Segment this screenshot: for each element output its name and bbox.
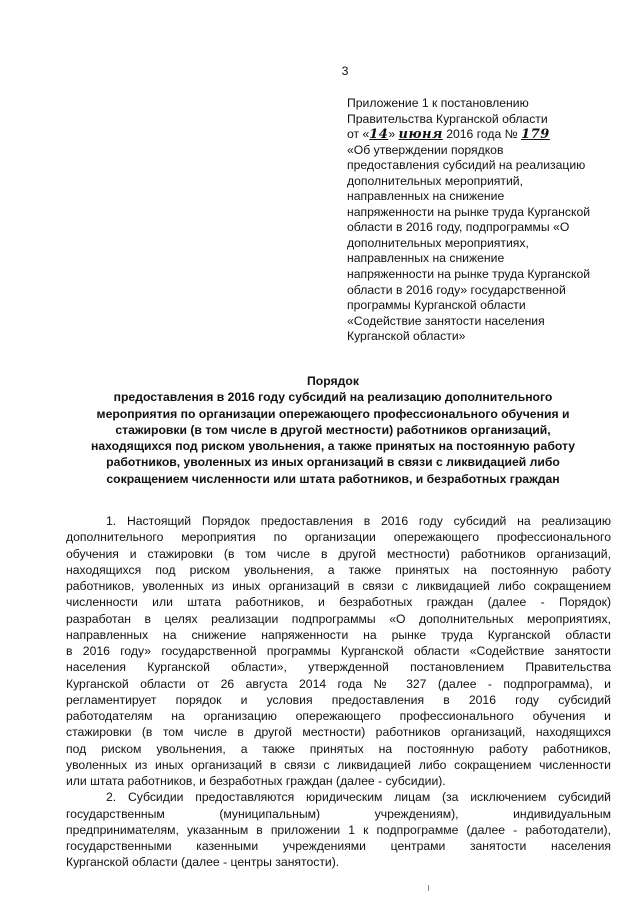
title-line: предоставления в 2016 году субсидий на реализацию дополнительного <box>113 390 553 405</box>
appendix-line: направленных на снижение <box>347 189 505 204</box>
body-line: Курганской области (далее - центры занятости). <box>66 855 340 870</box>
appendix-line: «Об утверждении порядков <box>347 142 504 157</box>
appendix-line: дополнительных мероприятиях, <box>347 235 529 250</box>
body-line: обучения и стажировки (в том числе в другой местности) работников организаций, <box>66 546 611 561</box>
appendix-line: области в 2016 году, подпрограммы «О <box>347 220 570 235</box>
appendix-date-line <box>347 127 612 143</box>
scan-mark <box>428 885 429 891</box>
title-line: мероприятия по организации опережающего профессионального обучения и <box>96 406 570 421</box>
appendix-line: области в 2016 году» государственной <box>347 282 566 297</box>
body-line: 1. Настоящий Порядок предоставления в 2016 году субсидий на реализацию <box>106 514 611 528</box>
date-prefix: от « <box>347 127 370 142</box>
title-heading: Порядок <box>307 374 359 388</box>
handwritten-day: 14 <box>369 127 389 143</box>
page-number: 3 <box>341 64 349 78</box>
appendix-line: напряженности на рынке труда Курганской <box>347 204 591 219</box>
appendix-line: Правительства Курганской области <box>347 111 548 126</box>
appendix-line: «Содействие занятости населения <box>347 313 545 328</box>
body-line: населения Курганской области», утвержденной постановлением Правительства <box>66 660 611 675</box>
appendix-line: дополнительных мероприятий, <box>347 173 523 188</box>
appendix-line: напряженности на рынке труда Курганской <box>347 267 591 282</box>
appendix-line: программы Курганской области <box>347 298 526 313</box>
body-line: Курганской области от 26 августа 2014 года № 327 (далее - подпрограмма), и <box>66 676 611 691</box>
body-line: в 2016 году» государственной программы Курганской области «Содействие занятости <box>66 644 611 658</box>
title-line: стажировки (в том числе в другой местности) работников организаций, <box>115 422 551 437</box>
body-line: численности или штата работников, и безработных граждан (далее - Порядок) <box>66 595 611 610</box>
body-line: или штата работников, и безработных граждан (далее - субсидии). <box>66 774 446 788</box>
body-line: регламентирует порядок и условия предоставления в 2016 году субсидий <box>66 692 611 707</box>
handwritten-number: 179 <box>521 127 550 143</box>
body-line: государственными казенными учреждениями центрами занятости населения <box>66 839 611 853</box>
appendix-header <box>347 96 612 345</box>
body-line: работодателям на организацию опережающего профессионального обучения и <box>66 709 611 723</box>
body-line: разработан в целях реализации подпрограммы «О дополнительных мероприятиях, <box>66 611 611 626</box>
body-line: 2. Субсидии предоставляются юридическим лицам (за исключением субсидий <box>106 790 611 805</box>
body-line: под риском увольнения, а также принятых на постоянную работу работников, <box>66 741 611 756</box>
document-title <box>66 373 600 487</box>
title-line: находящихся под риском увольнения, а также принятых на постоянную работу <box>90 439 576 454</box>
appendix-line: Приложение 1 к постановлению <box>347 96 529 110</box>
date-mid: » <box>388 127 396 142</box>
body-line: государственным (муниципальным) учреждениям), индивидуальным <box>66 806 611 821</box>
body-line: направленных на снижение напряженности на рынке труда Курганской области <box>66 627 611 642</box>
appendix-line: предоставления субсидий на реализацию <box>347 158 586 173</box>
title-line: сокращением численности или штата работников, и безработных граждан <box>106 471 560 486</box>
body-line: стажировки (в том числе в другой местности) работников организаций, находящихся <box>66 725 611 740</box>
handwritten-month: июня <box>398 127 443 143</box>
body-line: находящихся под риском увольнения, а также принятых на постоянную работу <box>66 562 611 577</box>
title-line: работников, уволенных из иных организаций в связи с ликвидацией либо <box>106 455 560 470</box>
body-line: дополнительного мероприятия по организации опережающего профессионального <box>66 530 611 545</box>
appendix-line: направленных на снижение <box>347 251 505 266</box>
date-year: 2016 года № <box>446 127 518 142</box>
body-line: предпринимателям, указанным в приложении 1 к подпрограмме (далее - работодатели), <box>66 822 611 837</box>
paragraph-2 <box>66 789 611 870</box>
body-line: работников, уволенных из иных организаций в связи с ликвидацией либо сокращением <box>66 579 611 593</box>
body-line: уволенных из иных организаций в связи с ликвидацией либо сокращением численности <box>66 757 611 772</box>
paragraph-1 <box>66 513 611 789</box>
document-body <box>66 513 611 871</box>
appendix-line: Курганской области» <box>347 329 466 344</box>
